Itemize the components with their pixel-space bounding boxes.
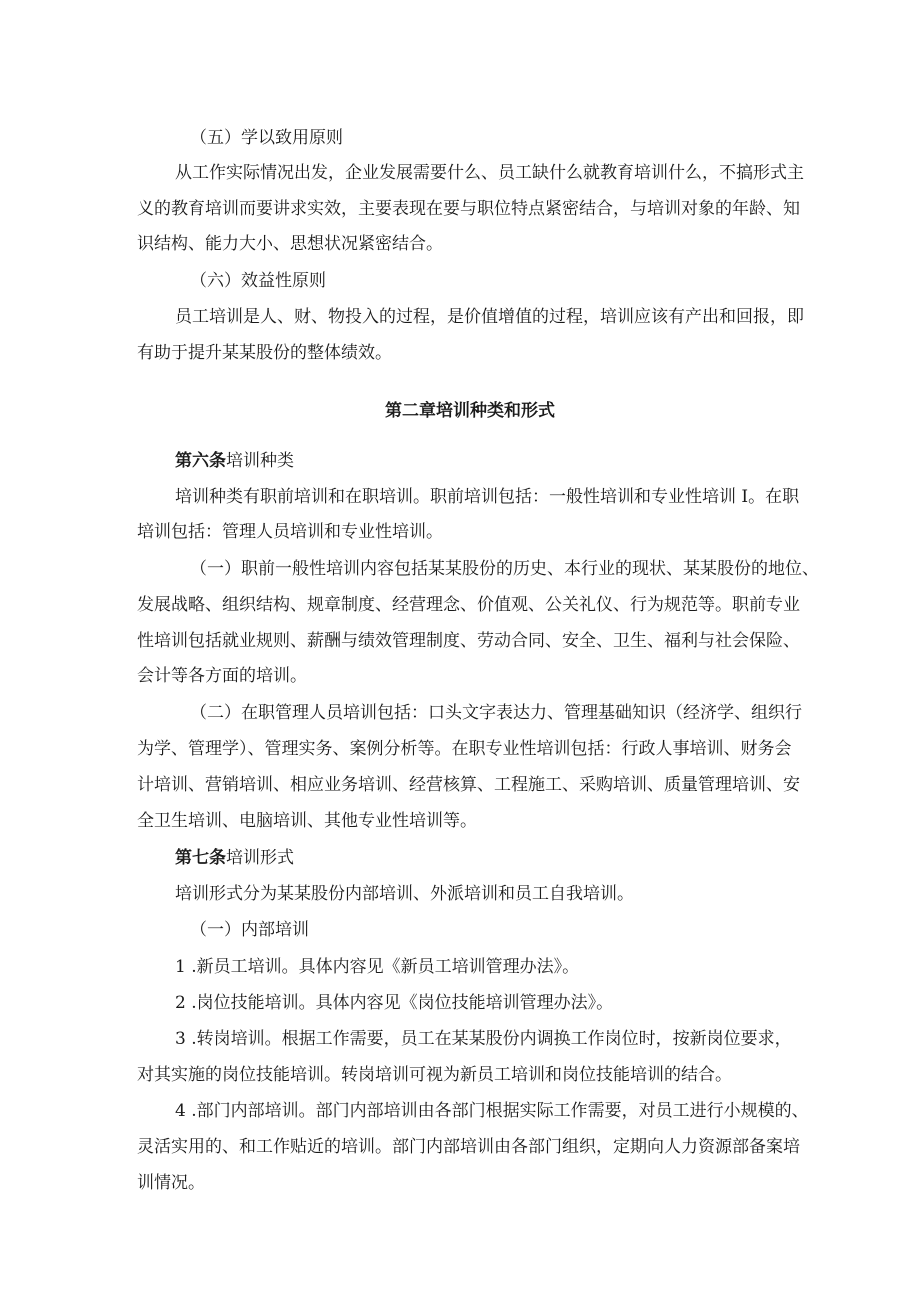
paragraph-line: 从工作实际情况出发，企业发展需要什么、员工缺什么就教育培训什么，不搞形式主 [175, 163, 804, 183]
list-item: 1 .新员工培训。具体内容见《新员工培训管理办法》。 [175, 957, 580, 977]
article-7-heading [175, 847, 294, 869]
paragraph-line: 灵活实用的、和工作贴近的培训。部门内部培训由各部门组织，定期向人力资源部备案培 [137, 1137, 800, 1157]
paragraph-line: 员工培训是人、财、物投入的过程，是价值增值的过程，培训应该有产出和回报，即 [175, 307, 804, 327]
paragraph-line: 识结构、能力大小、思想状况紧密结合。 [137, 234, 443, 254]
paragraph-line: 对其实施的岗位技能培训。转岗培训可视为新员工培训和岗位技能培训的结合。 [137, 1065, 732, 1085]
paragraph-line: 有助于提升某某股份的整体绩效。 [137, 343, 392, 363]
article-number: 第六条 [175, 451, 226, 471]
paragraph-line: 为学、管理学）、管理实务、案例分析等。在职专业性培训包括：行政人事培训、财务会 [137, 739, 792, 759]
paragraph-line: （二）在职管理人员培训包括：口头文字表达力、管理基础知识（经济学、组织行 [190, 703, 802, 723]
paragraph-line: 全卫生培训、电脑培训、其他专业性培训等。 [137, 811, 477, 831]
list-item: 3 .转岗培训。根据工作需要，员工在某某股份内调换工作岗位时，按新岗位要求， [175, 1029, 792, 1049]
paragraph-line: 培训包括：管理人员培训和专业性培训。 [137, 522, 443, 542]
paragraph-line: 发展战略、组织结构、规章制度、经营理念、价值观、公关礼仪、行为规范等。职前专业 [137, 595, 800, 615]
section-heading-5: （五）学以致用原则 [190, 128, 343, 148]
article-6-heading [175, 450, 294, 472]
paragraph-line: 计培训、营销培训、相应业务培训、经营核算、工程施工、采购培训、质量管理培训、安 [137, 775, 800, 795]
article-title: 培训种类 [226, 451, 294, 471]
chapter-title: 第二章培训种类和形式 [385, 401, 555, 421]
paragraph-line: 义的教育培训而要讲求实效，主要表现在要与职位特点紧密结合，与培训对象的年龄、知 [137, 199, 800, 219]
subsection-heading: （一）内部培训 [190, 920, 309, 940]
paragraph-line: （一）职前一般性培训内容包括某某股份的历史、本行业的现状、某某股份的地位、 [190, 559, 819, 579]
section-heading-6: （六）效益性原则 [190, 271, 326, 291]
paragraph-line: 会计等各方面的培训。 [137, 666, 307, 686]
paragraph-line: 培训种类有职前培训和在职培训。职前培训包括：一般性培训和专业性培训 I。在职 [175, 487, 800, 507]
paragraph-line: 训情况。 [137, 1173, 205, 1193]
article-number: 第七条 [175, 848, 226, 868]
list-item: 2 .岗位技能培训。具体内容见《岗位技能培训管理办法》。 [175, 993, 614, 1013]
article-title: 培训形式 [226, 848, 294, 868]
paragraph-line: 性培训包括就业规则、薪酬与绩效管理制度、劳动合同、安全、卫生、福利与社会保险、 [137, 631, 800, 651]
paragraph-line: 培训形式分为某某股份内部培训、外派培训和员工自我培训。 [175, 884, 634, 904]
list-item: 4 .部门内部培训。部门内部培训由各部门根据实际工作需要，对员工进行小规模的、 [175, 1101, 809, 1121]
